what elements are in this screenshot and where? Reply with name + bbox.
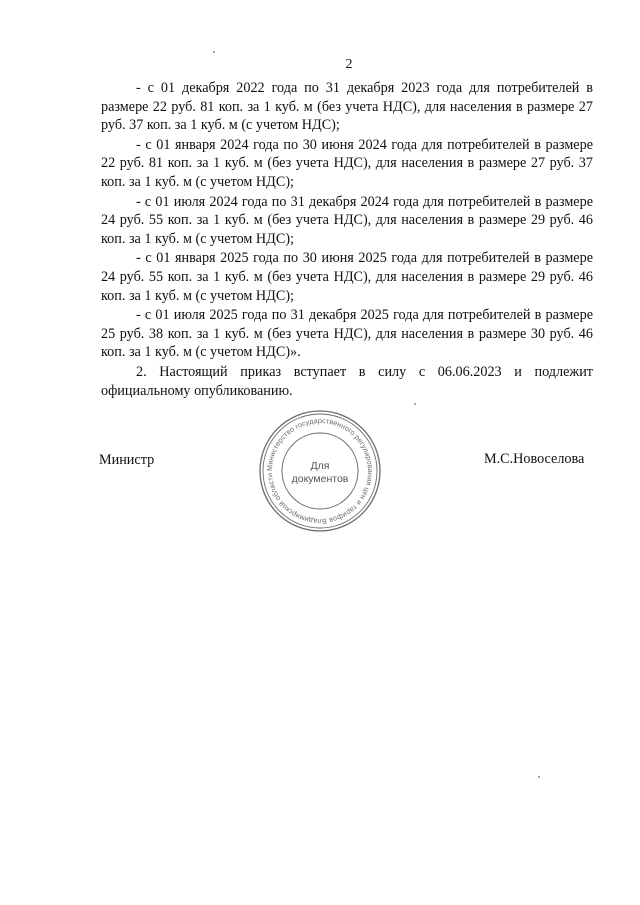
signer-name: М.С.Новоселова <box>484 451 585 467</box>
tariff-period-2025-h2: - с 01 июля 2025 года по 31 декабря 2025 года для потребителей в размере 25 руб. 38 коп. за 1 куб. м (без учета НДС), для населения в размере 30 руб. 46 коп. за 1 куб. м (с учетом НДС)». <box>101 307 593 361</box>
stamp-ring-text: Министерство государственного регулирования цен и тарифов Владимирской области <box>264 415 376 527</box>
scan-speck <box>538 776 540 778</box>
stamp-center-line2: документов <box>291 473 349 485</box>
tariff-period-2022-2023: - с 01 декабря 2022 года по 31 декабря 2023 года для потребителей в размере 22 руб. 81 коп. за 1 куб. м (без учета НДС), для населения в размере 27 руб. 37 коп. за 1 куб. м (с учетом НДС); <box>101 80 593 134</box>
stamp-center-line1: Для <box>310 460 330 472</box>
signer-title: Министр <box>99 452 155 468</box>
effective-date-clause: 2. Настоящий приказ вступает в силу с 06.06.2023 и подлежит официальному опубликованию. <box>101 363 593 399</box>
tariff-period-2025-h1: - с 01 января 2025 года по 30 июня 2025 года для потребителей в размере 24 руб. 55 коп. за 1 куб. м (без учета НДС), для населения в размере 29 руб. 46 коп. за 1 куб. м (с учетом НДС); <box>101 250 593 304</box>
tariff-period-2024-h2: - с 01 июля 2024 года по 31 декабря 2024 года для потребителей в размере 24 руб. 55 коп. за 1 куб. м (без учета НДС), для населения в размере 29 руб. 46 коп. за 1 куб. м (с учетом НДС); <box>101 193 593 247</box>
official-stamp <box>258 409 382 533</box>
document-body <box>101 79 593 400</box>
scan-speck <box>213 51 215 53</box>
tariff-period-2024-h1: - с 01 января 2024 года по 30 июня 2024 года для потребителей в размере 22 руб. 81 коп. за 1 куб. м (без учета НДС), для населения в размере 27 руб. 37 коп. за 1 куб. м (с учетом НДС); <box>101 136 593 190</box>
page-number: 2 <box>345 57 353 72</box>
scan-speck <box>414 403 416 405</box>
